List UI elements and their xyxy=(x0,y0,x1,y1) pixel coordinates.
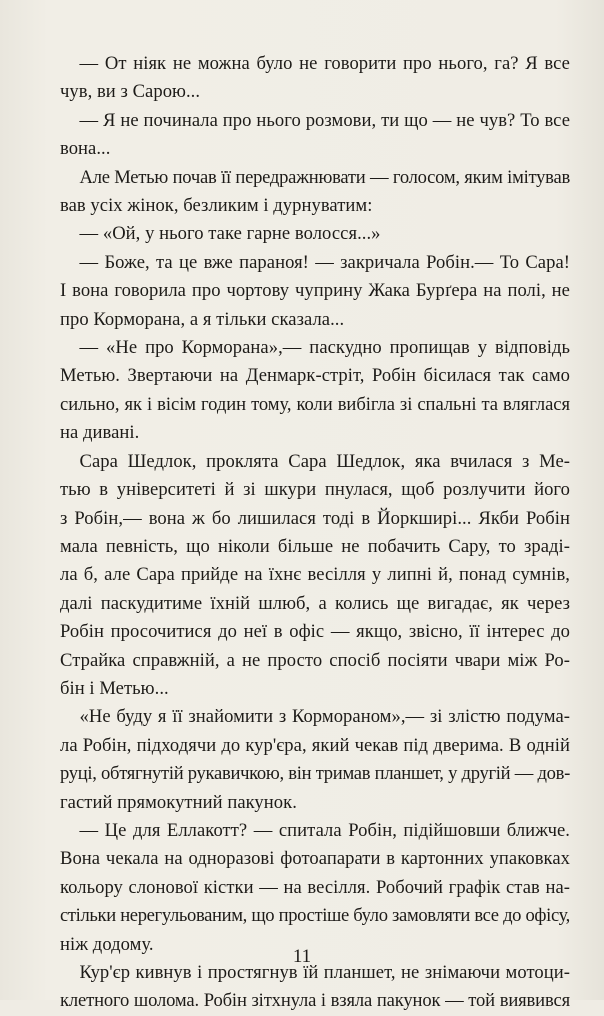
text-line: Вона чекала на одноразові фотоапарати в картонних упаковках xyxy=(60,848,570,870)
text-line: мала певність, що ніколи більше не побачить Сару, то зраді- xyxy=(60,535,570,557)
text-line: «Не буду я її знайомити з Кормораном»,— зі злістю подума- xyxy=(79,706,570,728)
text-line: ла Робін, підходячи до кур'єра, який чекав під дверима. В одній xyxy=(60,734,570,756)
text-line: — «Ой, у нього таке гарне волосся...» xyxy=(79,223,381,245)
text-line: з Робін,— вона ж бо лишилася тоді в Йоркширі... Якби Робін xyxy=(60,507,570,529)
text-line: сильно, як і вісім годин тому, коли вибігла зі спальні та вляглася xyxy=(60,393,570,415)
text-line: на дивані. xyxy=(60,422,140,444)
text-line: ніж додому. xyxy=(60,933,154,955)
text-line: ла б, але Сара прийде на їхнє весілля у липні й, понад сумнів, xyxy=(60,564,570,586)
text-line: руці, обтягнутій рукавичкою, він тримав планшет, у другій — дов- xyxy=(60,763,570,785)
text-line: вона... xyxy=(60,138,111,160)
page-number: 11 xyxy=(292,946,312,967)
text-line: Сара Шедлок, проклята Сара Шедлок, яка вчилася з Ме- xyxy=(79,450,570,472)
body-text xyxy=(60,50,570,1016)
text-line: Кур'єр кивнув і простягнув їй планшет, не знімаючи мотоци- xyxy=(79,962,570,983)
text-line: кольору слонової кістки — на весілля. Робочий графік став на- xyxy=(60,876,570,898)
text-line: — «Не про Корморана»,— паскудно пропищав у відповідь xyxy=(79,337,570,359)
text-line: Робін просочитися до неї в офіс — якщо, звісно, її інтерес до xyxy=(60,621,570,643)
text-line: тью в університеті й зі шкури пнулася, щоб розлучити його xyxy=(60,479,570,501)
text-line: — Боже, та це вже параноя! — закричала Робін.— То Сара! xyxy=(79,251,570,273)
text-line: — Я не починала про нього розмови, ти що — не чув? То все xyxy=(79,109,570,131)
text-line: гастий прямокутний пакунок. xyxy=(60,791,297,813)
text-line: бін і Метью... xyxy=(60,677,169,699)
text-line: — Це для Еллакотт? — спитала Робін, підійшовши ближче. xyxy=(79,819,570,841)
text-line: Метью. Звертаючи на Денмарк-стріт, Робін бісилася так само xyxy=(60,365,570,387)
text-line: чув, ви з Сарою... xyxy=(60,81,201,103)
text-line: Але Метью почав її передражнювати — голосом, яким імітував xyxy=(79,166,570,188)
text-line: — От ніяк не можна було не говорити про нього, га? Я все xyxy=(79,53,570,74)
text-line: стільки нерегульованим, що простіше було замовляти все до офісу, xyxy=(60,905,570,927)
text-line: І вона говорила про чортову чуприну Жака Бурґера на полі, не xyxy=(60,280,570,302)
text-line: далі паскудитиме їхній шлюб, а колись ще вигадає, як через xyxy=(60,592,570,614)
text-line: вав усіх жінок, безликим і дурнуватим: xyxy=(60,195,373,217)
text-line: Страйка справжній, а не просто спосіб посіяти чвари між Ро- xyxy=(60,649,570,671)
text-line: клетного шолома. Робін зітхнула і взяла пакунок — той виявився xyxy=(60,990,570,1012)
text-line: про Корморана, а я тільки сказала... xyxy=(60,308,345,330)
